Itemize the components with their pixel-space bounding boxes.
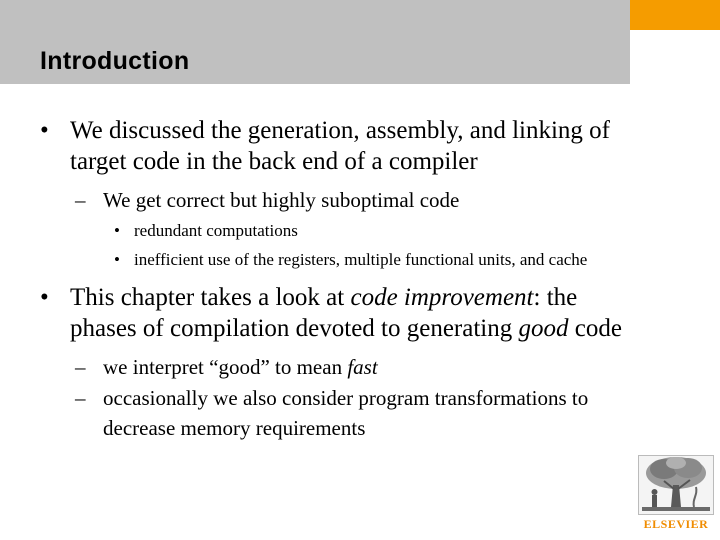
elsevier-tree-icon — [638, 455, 714, 515]
sub-sub-bullet-2-text: inefficient use of the registers, multiple functional units, and cache — [134, 250, 588, 269]
elsevier-wordmark: ELSEVIER — [643, 517, 709, 531]
dash-marker: – — [75, 188, 86, 212]
emphasis-code-improvement: code improvement — [350, 284, 534, 311]
bullet-2-line-2 — [70, 313, 710, 344]
sub-sub-bullet-2 — [114, 249, 714, 271]
sub-bullet-2-2 — [75, 383, 703, 443]
emphasis-good: good — [518, 315, 569, 342]
text-run: : the — [533, 284, 578, 311]
text-run: This chapter takes a look at — [70, 284, 351, 311]
bullet-2-line-1 — [70, 282, 710, 313]
text-run: code — [568, 315, 622, 342]
text-run: we interpret “good” to mean — [103, 355, 348, 379]
dash-marker: – — [75, 386, 86, 410]
sub-bullet-1-1-text: We get correct but highly suboptimal code — [103, 188, 460, 212]
bullet-marker: • — [40, 117, 49, 144]
sub-bullet-1-1 — [75, 185, 703, 215]
bullet-2 — [40, 282, 710, 344]
bullet-1-line-2: target code in the back end of a compiler — [70, 148, 478, 175]
bullet-marker: • — [114, 221, 120, 240]
sub-bullet-2-1 — [75, 352, 703, 382]
sub-bullet-2-2-line-2: decrease memory requirements — [103, 416, 366, 440]
bullet-marker: • — [114, 250, 120, 269]
bullet-1 — [40, 115, 710, 177]
emphasis-fast: fast — [347, 355, 378, 379]
bullet-1-line-1: We discussed the generation, assembly, and linking of — [70, 117, 610, 144]
bullet-marker: • — [40, 284, 49, 311]
sub-sub-bullet-1-text: redundant computations — [134, 221, 298, 240]
sub-bullet-2-2-line-1: occasionally we also consider program transformations to — [103, 386, 589, 410]
accent-block — [630, 0, 720, 30]
slide-title: Introduction — [40, 47, 190, 75]
text-run: phases of compilation devoted to generating — [70, 315, 519, 342]
sub-sub-bullet-1 — [114, 220, 714, 242]
dash-marker: – — [75, 355, 86, 379]
elsevier-logo — [638, 455, 714, 535]
